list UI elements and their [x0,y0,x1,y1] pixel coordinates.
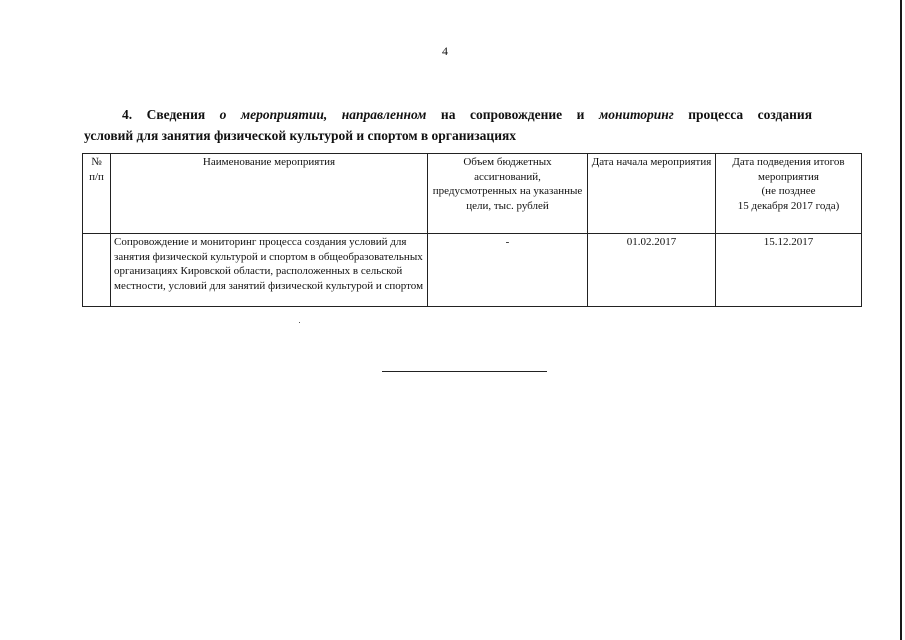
heading-italic-2: мониторинг [598,107,674,122]
cell-event-name: Сопровождение и мониторинг процесса создания условий для занятия физической культурой и спортом в общеобразовательных организациях Кировской области, расположенных в сельской местности, условий для занятий физической культурой и спортом [111,234,428,307]
header-end-date [716,154,862,234]
heading-line-1 [84,104,812,125]
heading-line-2: условий для занятия физической культурой и спортом в организациях [84,128,517,143]
separator-rule [382,371,547,372]
events-table [82,153,862,307]
cell-end-date: 15.12.2017 [716,234,862,307]
cell-budget: - [428,234,588,307]
scan-edge-bar [900,0,902,640]
header-end-line-1: Дата подведения итогов мероприятия [732,156,845,183]
header-end-line-2: (не позднее [761,185,816,197]
table-header-row [83,154,862,234]
section-heading [84,104,812,146]
header-end-line-3: 15 декабря 2017 года) [737,199,840,212]
header-budget: Объем бюджетных ассигнований, предусмотренных на указанные цели, тыс. рублей [428,154,588,234]
table-row [83,234,862,307]
header-name: Наименование мероприятия [111,154,428,234]
heading-part-2: на сопровождение и [426,107,599,122]
header-number-line-1: № [91,156,102,168]
page-number: 4 [442,44,448,58]
heading-part-3: процесса создания [673,107,812,122]
header-start-date: Дата начала мероприятия [588,154,716,234]
heading-italic-1: о мероприятии, направленном [219,107,427,122]
cell-number [83,234,111,307]
header-number-line-2: п/п [89,170,104,183]
scan-dot [299,322,300,323]
heading-part-1: 4. Сведения [122,107,220,122]
cell-start-date: 01.02.2017 [588,234,716,307]
header-number [83,154,111,234]
